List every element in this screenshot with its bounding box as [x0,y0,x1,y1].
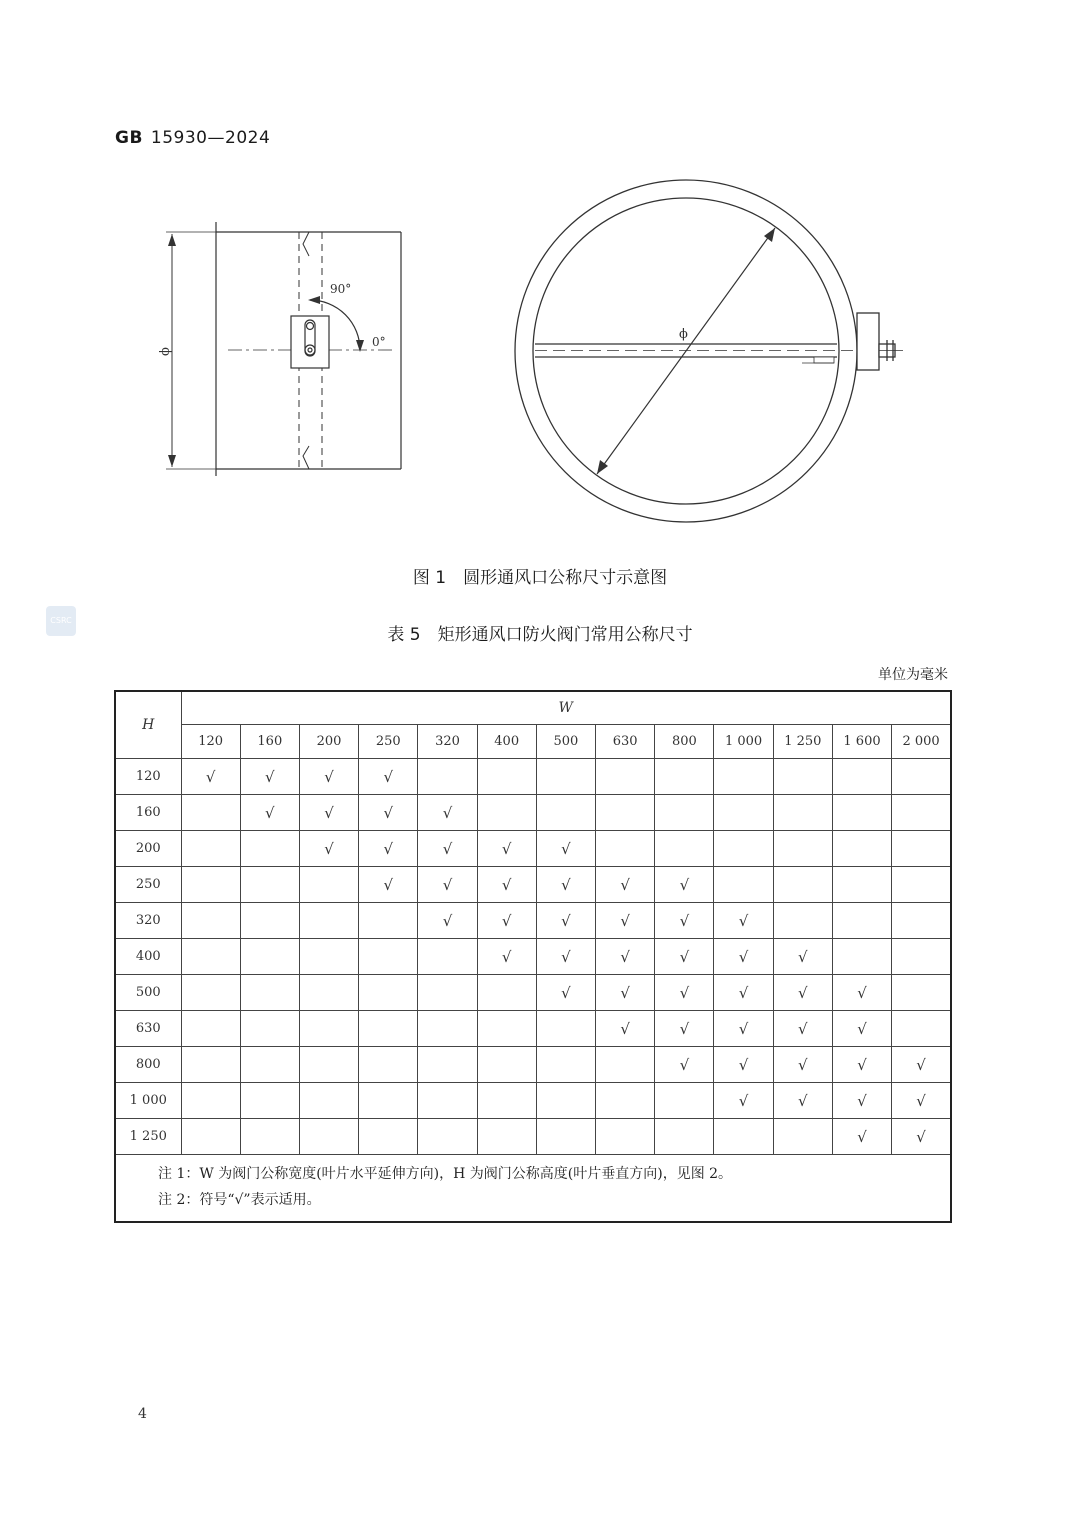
table-row [115,759,951,795]
row-header: 1 000 [115,1083,181,1119]
table-cell [536,1083,595,1119]
table-cell [655,975,714,1011]
table-cell [655,903,714,939]
table-cell [596,759,655,795]
check-mark: √ [798,983,808,1002]
row-header: 630 [115,1011,181,1047]
table-row [115,1119,951,1155]
table-cell [892,867,951,903]
front-view [515,180,903,522]
side-view [166,222,401,476]
check-mark: √ [679,911,690,930]
table-cell [773,939,832,975]
table-cell [655,831,714,867]
table-cell [773,975,832,1011]
table-cell [832,903,891,939]
table-cell [181,867,240,903]
check-mark: √ [501,947,512,966]
table-row [115,1011,951,1047]
table-cell [773,1047,832,1083]
table-cell [299,1119,358,1155]
check-mark: √ [561,911,571,930]
check-mark: √ [501,875,512,894]
diameter-label-front: ϕ [679,327,688,342]
standard-prefix: GB [115,128,143,148]
table-cell [832,1047,891,1083]
check-mark: √ [383,767,394,786]
table-cell [359,1083,418,1119]
table-cell [181,759,240,795]
table-cell [714,975,773,1011]
table-cell [359,795,418,831]
check-mark: √ [501,839,512,858]
table-cell [655,1119,714,1155]
check-mark: √ [620,875,630,894]
table-cell [181,831,240,867]
table-cell [536,903,595,939]
check-mark: √ [620,911,630,930]
table-cell [359,867,418,903]
row-header: 320 [115,903,181,939]
table-cell [240,1083,299,1119]
check-mark: √ [916,1091,926,1110]
table-cell [892,759,951,795]
column-header: 1 000 [714,725,773,759]
check-mark: √ [679,947,690,966]
row-header: 800 [115,1047,181,1083]
table-cell [655,867,714,903]
table-cell [773,759,832,795]
table-cell [773,1119,832,1155]
row-header: 500 [115,975,181,1011]
check-mark: √ [442,839,453,858]
check-mark: √ [442,875,453,894]
table-cell [892,975,951,1011]
table-cell [832,795,891,831]
check-mark: √ [679,1055,690,1074]
diameter-label-side: ϕ [158,347,173,356]
table-cell [418,759,477,795]
column-header: 160 [240,725,299,759]
check-mark: √ [324,803,334,822]
table-cell [477,1011,536,1047]
table-cell [596,903,655,939]
table-cell [299,1047,358,1083]
check-mark: √ [857,1091,867,1110]
table-cell [240,1011,299,1047]
table-cell [240,759,299,795]
table-notes [115,1155,951,1223]
table-cell [892,1011,951,1047]
row-header: 400 [115,939,181,975]
round-vent-figure [0,0,1080,560]
table-row [115,831,951,867]
table-cell [536,975,595,1011]
table-cell [655,939,714,975]
table-cell [418,1083,477,1119]
table-cell [299,903,358,939]
table-cell [714,867,773,903]
table-cell [477,975,536,1011]
table-cell [714,1011,773,1047]
table-cell [477,759,536,795]
table-cell [299,831,358,867]
table-cell [477,831,536,867]
table-cell [181,1011,240,1047]
table-cell [832,939,891,975]
table-cell [240,795,299,831]
check-mark: √ [383,803,394,822]
check-mark: √ [798,1055,808,1074]
table-cell [477,867,536,903]
table-cell [359,1047,418,1083]
table-cell [418,1011,477,1047]
table-cell [832,1083,891,1119]
table-cell [773,1011,832,1047]
table-cell [655,795,714,831]
table-cell [714,903,773,939]
table-cell [832,1011,891,1047]
table-cell [418,1047,477,1083]
check-mark: √ [857,983,867,1002]
table-cell [477,903,536,939]
column-header: 1 250 [773,725,832,759]
table-cell [832,1119,891,1155]
page-number: 4 [138,1406,147,1422]
check-mark: √ [501,911,512,930]
angle-90-label: 90° [330,282,352,296]
column-header: 800 [655,725,714,759]
table-cell [418,975,477,1011]
check-mark: √ [738,1055,749,1074]
table-cell [536,1119,595,1155]
table-cell [359,1011,418,1047]
check-mark: √ [265,767,275,786]
note-1: 注 1：W 为阀门公称宽度(叶片水平延伸方向)，H 为阀门公称高度(叶片垂直方向)，见图 2。 [158,1166,733,1182]
table-row [115,1047,951,1083]
table-cell [536,1011,595,1047]
check-mark: √ [442,803,453,822]
table-cell [596,1011,655,1047]
check-mark: √ [561,947,571,966]
table-cell [359,831,418,867]
table-cell [832,975,891,1011]
table-cell [181,975,240,1011]
table-cell [892,1047,951,1083]
table-cell [240,939,299,975]
check-mark: √ [324,767,334,786]
table-cell [596,1083,655,1119]
unit-note: 单位为毫米 [878,667,948,683]
check-mark: √ [442,911,453,930]
check-mark: √ [620,947,630,966]
table-cell [892,903,951,939]
check-mark: √ [738,947,749,966]
table-cell [299,795,358,831]
table-cell [655,1047,714,1083]
table-cell [773,795,832,831]
row-header: 200 [115,831,181,867]
table-cell [892,1119,951,1155]
check-mark: √ [383,875,394,894]
column-header: 120 [181,725,240,759]
table-cell [359,1119,418,1155]
table-cell [181,903,240,939]
table-cell [714,1083,773,1119]
table-row [115,1083,951,1119]
table-cell [418,831,477,867]
table-cell [299,867,358,903]
table-cell [359,903,418,939]
table-cell [596,867,655,903]
table-row [115,939,951,975]
table-cell [536,831,595,867]
check-mark: √ [798,947,808,966]
table-cell [536,867,595,903]
table-cell [714,1119,773,1155]
column-header: 630 [596,725,655,759]
table-cell [596,975,655,1011]
table-cell [299,759,358,795]
table-cell [477,795,536,831]
table-cell [892,939,951,975]
check-mark: √ [561,983,571,1002]
table-caption: 表 5 矩形通风口防火阀门常用公称尺寸 [387,625,693,645]
table-cell [596,831,655,867]
table-cell [418,939,477,975]
table-cell [418,795,477,831]
table-cell [240,831,299,867]
table-cell [714,795,773,831]
table-cell [892,1083,951,1119]
table-cell [299,939,358,975]
table-cell [418,1119,477,1155]
row-header: 160 [115,795,181,831]
table-cell [359,939,418,975]
table-cell [892,831,951,867]
table-cell [477,1047,536,1083]
note-2: 注 2：符号“√”表示适用。 [158,1192,321,1208]
table-cell [299,975,358,1011]
check-mark: √ [738,1091,749,1110]
table-cell [536,795,595,831]
table-cell [714,1047,773,1083]
table-cell [596,795,655,831]
table-cell [477,939,536,975]
column-header: 500 [536,725,595,759]
table-cell [536,1047,595,1083]
table-cell [477,1083,536,1119]
figure-caption: 图 1 圆形通风口公称尺寸示意图 [412,568,668,588]
table-cell [536,939,595,975]
row-header: 250 [115,867,181,903]
check-mark: √ [679,875,690,894]
table-cell [773,903,832,939]
check-mark: √ [857,1127,867,1146]
table-cell [596,1119,655,1155]
row-header: 1 250 [115,1119,181,1155]
watermark-logo: CSRC [46,606,76,636]
check-mark: √ [916,1127,926,1146]
table-cell [240,1119,299,1155]
standard-number: 15930—2024 [150,128,271,148]
column-header: 1 600 [832,725,891,759]
table-cell [832,867,891,903]
table-cell [655,759,714,795]
table-cell [714,759,773,795]
table-cell [181,1083,240,1119]
table-cell [596,939,655,975]
table-cell [240,1047,299,1083]
check-mark: √ [679,1019,690,1038]
column-header: 2 000 [892,725,951,759]
column-header: 250 [359,725,418,759]
table-cell [299,1011,358,1047]
table-row [115,975,951,1011]
table-cell [181,939,240,975]
check-mark: √ [561,875,571,894]
table-cell [892,795,951,831]
table-cell [477,1119,536,1155]
check-mark: √ [798,1019,808,1038]
check-mark: √ [383,839,394,858]
nominal-size-table [114,690,952,1223]
check-mark: √ [620,1019,630,1038]
table-cell [655,1083,714,1119]
table-cell [418,867,477,903]
check-mark: √ [916,1055,926,1074]
table-row [115,795,951,831]
table-cell [832,759,891,795]
check-mark: √ [265,803,275,822]
check-mark: √ [561,839,571,858]
check-mark: √ [738,911,749,930]
check-mark: √ [857,1055,867,1074]
table-cell [240,975,299,1011]
table-cell [596,1047,655,1083]
table-cell [359,759,418,795]
angle-0-label: 0° [372,335,386,349]
column-header: 200 [299,725,358,759]
table-cell [299,1083,358,1119]
table-cell [714,831,773,867]
table-cell [773,867,832,903]
check-mark: √ [620,983,630,1002]
col-axis-header: W [181,691,951,725]
table-cell [181,1119,240,1155]
column-header: 400 [477,725,536,759]
table-cell [773,1083,832,1119]
table-cell [714,939,773,975]
table-row [115,903,951,939]
check-mark: √ [798,1091,808,1110]
table-cell [536,759,595,795]
check-mark: √ [738,983,749,1002]
table-cell [773,831,832,867]
check-mark: √ [679,983,690,1002]
check-mark: √ [738,1019,749,1038]
table-row [115,867,951,903]
table-cell [240,867,299,903]
table-cell [181,1047,240,1083]
row-header: 120 [115,759,181,795]
check-mark: √ [857,1019,867,1038]
table-cell [181,795,240,831]
table-cell [359,975,418,1011]
row-axis-header: H [115,691,181,759]
column-header: 320 [418,725,477,759]
table-cell [418,903,477,939]
check-mark: √ [205,767,216,786]
table-cell [655,1011,714,1047]
table-cell [240,903,299,939]
check-mark: √ [324,839,334,858]
table-cell [832,831,891,867]
